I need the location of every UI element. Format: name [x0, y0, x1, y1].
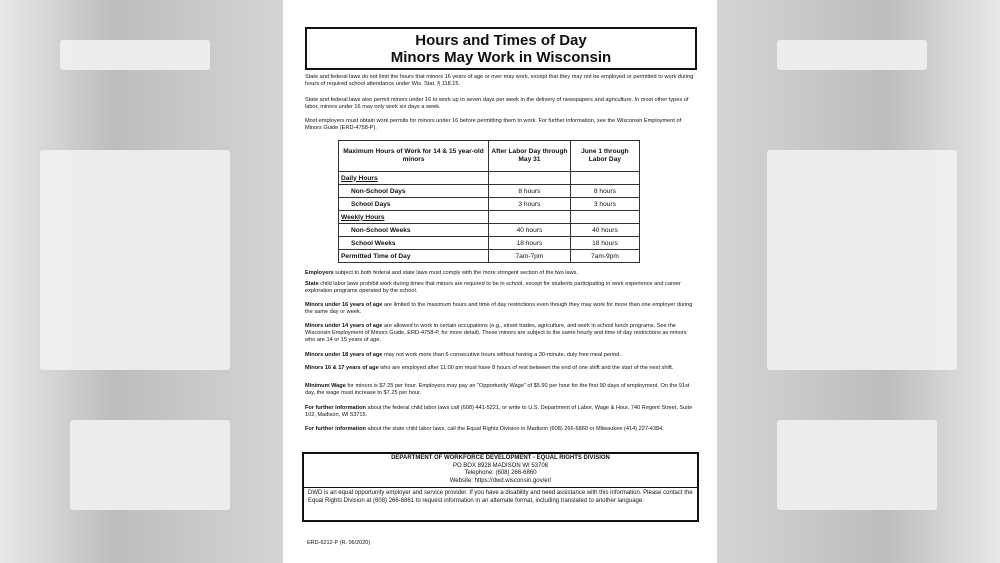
header-max-hours: Maximum Hours of Work for 14 & 15 year-old minors	[339, 141, 489, 172]
rule-paragraph: Minors under 14 years of age are allowed to work in certain occupations (e.g., street trades, agriculture, and work in school lunch programs. See the Wisconsin Employment of Minors Guide, ERD-4758-P, for more detail). These minors are subject to the same hourly and time of day restrictions as minors who are 14 or 15 years of age.	[305, 323, 687, 344]
intro-paragraph-3: Most employers must obtain work permits for minors under 16 before permitting them to work. For further information, see the Wisconsin Employment of Minors Guide (ERD-4758-P).	[305, 118, 682, 132]
cell-value: 7am-9pm	[570, 250, 639, 263]
rule-paragraph: Minimum Wage for minors is $7.25 per hour. Employers may pay an "Opportunity Wage" of $5.90 per hour for the first 90 days of employment. On the 91st day, the wage must increase to $7.25 per hour.	[305, 383, 690, 397]
section-row-weekly	[339, 211, 640, 224]
document-page	[283, 0, 717, 563]
mailing-address: PO BOX 8928 MADISON WI 53708	[452, 462, 549, 469]
contact-box	[302, 452, 699, 522]
eeo-statement: DWD is an equal opportunity employer and service provider. If you have a disability and need assistance with this information. Please contact the Equal Rights Division at (608) 266-6861 to request information in an alternate format, including translated to another language.	[308, 490, 693, 504]
table-row	[339, 224, 640, 237]
row-label: Non-School Weeks	[339, 224, 489, 237]
rule-paragraph: Employers subject to both federal and state laws must comply with the more stringent section of the two laws.	[305, 270, 578, 276]
row-label: Permitted Time of Day	[339, 250, 489, 263]
section-weekly-hours: Weekly Hours	[339, 211, 489, 224]
cell-value: 18 hours	[570, 237, 639, 250]
section-row-daily	[339, 172, 640, 185]
website: Website: https://dwd.wisconsin.gov/er/	[449, 477, 552, 484]
header-june-labor-day: June 1 through Labor Day	[570, 141, 639, 172]
rule-paragraph: Minors under 16 years of age are limited to the maximum hours and time of day restrictions even though they may work for more than one employer during the same day or week.	[305, 302, 693, 316]
hours-table	[338, 140, 640, 263]
divider	[304, 487, 697, 488]
title-box	[305, 27, 697, 70]
title-line-1: Hours and Times of Day	[415, 32, 587, 49]
cell-value: 8 hours	[489, 185, 571, 198]
rule-paragraph: For further information about the state child labor laws, call the Equal Rights Division in Madison (608) 266-6860 or Milwaukee (414) 227-4384.	[305, 426, 664, 432]
row-label: School Weeks	[339, 237, 489, 250]
row-label: School Days	[339, 198, 489, 211]
rule-paragraph: Minors under 18 years of age may not work more than 6 consecutive hours without having a 30-minute, duty free meal period.	[305, 352, 621, 358]
table-row	[339, 198, 640, 211]
table-row	[339, 185, 640, 198]
cell-value: 40 hours	[489, 224, 571, 237]
form-code: ERD-6212-P (R. 06/2020)	[307, 540, 371, 546]
cell-value: 3 hours	[489, 198, 571, 211]
intro-paragraph-2: State and federal laws also permit minors under 16 to work up to seven days per week in the delivery of newspapers and agriculture. In most other types of labor, minors under 16 may only work six days a week.	[305, 97, 689, 111]
blurred-background-right	[717, 0, 1000, 563]
table-row	[339, 237, 640, 250]
header-after-labor-day: After Labor Day through May 31	[489, 141, 571, 172]
cell-value: 7am-7pm	[489, 250, 571, 263]
title-line-2: Minors May Work in Wisconsin	[390, 49, 612, 66]
rule-paragraph: For further information about the federal child labor laws call (608) 441-5221, or write to U.S. Department of Labor, Wage & Hour, 740 Regent Street, Suite 102, Madison, WI 53715.	[305, 405, 693, 419]
intro-paragraph-1: State and federal laws do not limit the hours that minors 16 years of age or over may work, except that they may not be employed or permitted to work during hours of required school attendance under Wis. Stat. § 118.15.	[305, 74, 694, 88]
cell-value: 8 hours	[570, 185, 639, 198]
rule-paragraph: State child labor laws prohibit work during times that minors are required to be in school, except for students participating in work experience and career exploration programs operated by the school.	[305, 281, 681, 295]
cell-value: 40 hours	[570, 224, 639, 237]
cell-value: 3 hours	[570, 198, 639, 211]
blurred-background-left	[0, 0, 283, 563]
row-label: Non-School Days	[339, 185, 489, 198]
rule-paragraph: Minors 16 & 17 years of age who are employed after 11:00 pm must have 8 hours of rest between the end of one shift and the start of the next shift.	[305, 365, 674, 371]
telephone: Telephone: (608) 266-6860	[464, 470, 537, 477]
table-header-row	[339, 141, 640, 172]
section-daily-hours: Daily Hours	[339, 172, 489, 185]
table-row	[339, 250, 640, 263]
department-name: DEPARTMENT OF WORKFORCE DEVELOPMENT - EQUAL RIGHTS DIVISION	[391, 455, 610, 461]
cell-value: 18 hours	[489, 237, 571, 250]
